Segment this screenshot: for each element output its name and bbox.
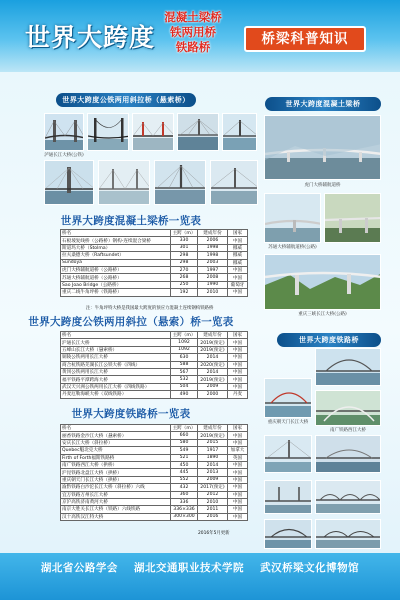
- table-header-cell: 国家: [228, 332, 248, 339]
- table-cell: 中国: [228, 432, 248, 439]
- table-cell: 汉十高铁汉江特大桥: [61, 513, 171, 520]
- table-row: [61, 274, 248, 281]
- table-cell: 450: [171, 461, 198, 468]
- table-cell: 京沪高铁济南黄河大桥: [61, 498, 171, 505]
- table-row: [61, 383, 248, 390]
- table-cell: 中国: [228, 491, 248, 498]
- bridge-photo: [315, 519, 381, 549]
- table-row: [61, 469, 248, 476]
- table-header-cell: 主跨（m）: [171, 230, 198, 237]
- table-cell: 2019(预定): [198, 346, 228, 353]
- subtitle-combined: 铁两用桥: [170, 25, 216, 39]
- table-cell: 2012: [198, 491, 228, 498]
- table-cell: 中国: [228, 266, 248, 273]
- table-title-railway: 世界大跨度铁路桥一览表: [71, 408, 191, 420]
- table-cell: 中国: [228, 237, 248, 244]
- table-row: [61, 244, 248, 251]
- header: [0, 0, 400, 72]
- table-cell: 中国: [228, 361, 248, 368]
- table-cell: 2014: [198, 368, 228, 375]
- table-cell: 虎门大桥辅航道桥（公路桥）: [61, 266, 171, 273]
- table-cell: 拉夫桑德大桥（Raftsundet）: [61, 252, 171, 259]
- table-cell: 丽香铁路金沙江大桥（悬索桥）: [61, 432, 171, 439]
- table-cell: 南京大胜关长江大桥（铁路）六线铁路: [61, 506, 171, 513]
- table-cell: 武汉天兴洲公铁两用长江大桥（四线铁路）: [61, 383, 171, 390]
- table-row: [61, 361, 248, 368]
- table-cell: 沪昆铁路北盘江大桥（拱桥）: [61, 469, 171, 476]
- table-cell: 斯道玛大桥（Stolma）: [61, 244, 171, 251]
- table-cell: 521: [171, 454, 198, 461]
- table-cell: 630: [171, 354, 198, 361]
- table-row: [61, 454, 248, 461]
- table-cell: 1890: [198, 454, 228, 461]
- table-railway: [60, 424, 248, 521]
- table-cell: 中国: [228, 469, 248, 476]
- table-row: [61, 476, 248, 483]
- table-cell: Sao Joao Bridge（公路桥）: [61, 281, 171, 288]
- table-cell: 中国: [228, 513, 248, 520]
- photo-caption: 苏通大桥辅航道桥(公路): [268, 245, 317, 250]
- table-cell: 2003: [198, 259, 228, 266]
- table-cell: 重庆朝天门长江大桥（拱桥）: [61, 476, 171, 483]
- table-title-concrete: 世界大跨度混凝土梁桥一览表: [60, 215, 202, 227]
- table-cell: 英国: [228, 454, 248, 461]
- table-cell: 532: [171, 376, 198, 383]
- table-cell: 336×336: [171, 506, 198, 513]
- table-cell: 铜陵公铁两用长江大桥: [61, 354, 171, 361]
- banner-cable-stayed: 世界大跨度公铁两用斜拉桥（悬索桥）: [56, 93, 196, 107]
- table-cell: 549: [171, 447, 198, 454]
- table-cell: 268: [171, 274, 198, 281]
- footer-org-3: 武汉桥梁文化博物馆: [260, 562, 360, 574]
- table-cell: 石板坡复线桥（公路桥）钢构-连续混合梁桥: [61, 237, 171, 244]
- banner-concrete: 世界大跨度混凝土梁桥: [265, 97, 381, 111]
- photo-caption: 泸通长江大桥(公铁): [44, 153, 84, 158]
- table-cell: 2011: [198, 506, 228, 513]
- table-cell: 2020(预定): [198, 361, 228, 368]
- table-cell: 2016: [198, 513, 228, 520]
- table-cell: 552: [171, 476, 198, 483]
- table-cell: 中国: [228, 274, 248, 281]
- bridge-photo: [264, 519, 312, 549]
- bridge-photo: [315, 480, 381, 514]
- bridge-photo: [264, 378, 312, 418]
- banner-railway: 世界大跨度铁路桥: [277, 333, 381, 347]
- footer-org-2: 湖北交通职业技术学院: [134, 562, 244, 574]
- table-cell: 苏通大桥辅航道桥（公路桥）: [61, 274, 171, 281]
- table-header-cell: 建成年份: [198, 425, 228, 432]
- table-cell: 2019(预定): [198, 376, 228, 383]
- table-row: [61, 376, 248, 383]
- table-cell: 301: [171, 244, 198, 251]
- table-row: [61, 513, 248, 520]
- table-cell: 中国: [228, 476, 248, 483]
- main-title: 世界大跨度: [25, 23, 156, 52]
- subtitle-concrete: 混凝土梁桥: [164, 10, 222, 24]
- table-cell: 中国: [228, 383, 248, 390]
- table-cell: 2009: [198, 383, 228, 390]
- table-header-cell: 桥名: [61, 425, 171, 432]
- table-cell: 中国: [228, 289, 248, 296]
- table-row: [61, 498, 248, 505]
- bridge-photo: [315, 390, 381, 426]
- table-cell: 加拿大: [228, 447, 248, 454]
- table-row: [61, 289, 248, 296]
- table-cell: 宜万铁路万州长江大桥: [61, 491, 171, 498]
- table-row: [61, 491, 248, 498]
- table-cell: Firth of Forth福斯铁路桥: [61, 454, 171, 461]
- table-cell: 中国: [228, 461, 248, 468]
- table-cell: 中国: [228, 439, 248, 446]
- table-cell: 丹麦: [228, 391, 248, 398]
- table-header-row: [61, 332, 248, 339]
- table-cell: 葡萄牙: [228, 281, 248, 288]
- table-cell: 300×300: [171, 513, 198, 520]
- table-row: [61, 339, 248, 346]
- bridge-photo: [315, 435, 381, 473]
- table-cell: 挪威: [228, 252, 248, 259]
- table-cell: 挪威: [228, 259, 248, 266]
- table-row: [61, 368, 248, 375]
- table-cell: Quebec魁北克大桥: [61, 447, 171, 454]
- bridge-photo: [324, 193, 381, 243]
- table-cable-stayed: [60, 331, 248, 399]
- table-title-cable-stayed: 世界大跨度公铁两用斜拉（悬索）桥一览表: [28, 316, 234, 328]
- table-cell: 1092: [171, 346, 198, 353]
- table-cell: 2019(预定): [198, 432, 228, 439]
- table-cell: 南广铁路西江大桥（拱桥）: [61, 461, 171, 468]
- table-cell: 298: [171, 259, 198, 266]
- table-cell: 沪通长江大桥: [61, 339, 171, 346]
- bridge-photo: [315, 348, 381, 386]
- table-cell: 360: [171, 491, 198, 498]
- photo-caption: 重庆朝天门长江大桥: [267, 420, 309, 425]
- table-cell: 336: [171, 498, 198, 505]
- table-cell: 2014: [198, 354, 228, 361]
- table-cell: 2014: [198, 461, 228, 468]
- table-cell: 1998: [198, 252, 228, 259]
- table-cell: 黄冈公铁两用长江大桥: [61, 368, 171, 375]
- table-cell: 445: [171, 469, 198, 476]
- bridge-photo: [264, 435, 312, 473]
- table-cell: 588: [171, 361, 198, 368]
- table-row: [61, 354, 248, 361]
- table-row: [61, 281, 248, 288]
- table-header-row: [61, 230, 248, 237]
- bridge-photo: [87, 113, 129, 151]
- table-cell: 2006: [198, 237, 228, 244]
- table-cell: 2017(预定): [198, 484, 228, 491]
- science-badge: 桥梁科普知识: [244, 26, 366, 52]
- table-cell: 2010: [198, 498, 228, 505]
- table-cell: 250: [171, 281, 198, 288]
- table-cell: 中国: [228, 339, 248, 346]
- table-cell: 1997: [198, 266, 228, 273]
- photo-caption: 南广铁路西江大桥: [330, 428, 366, 433]
- footer-org-1: 湖北省公路学会: [40, 562, 118, 574]
- table-row: [61, 259, 248, 266]
- table-row: [61, 391, 248, 398]
- table-cell: 2000: [198, 391, 228, 398]
- table-row: [61, 252, 248, 259]
- table-cell: 挪威: [228, 244, 248, 251]
- table-header-cell: 主跨（m）: [171, 425, 198, 432]
- table-cell: 五峰山长江大桥（悬索桥）: [61, 346, 171, 353]
- table-cell: 中国: [228, 506, 248, 513]
- table-cell: 432: [171, 484, 198, 491]
- table-cell: 2010: [198, 289, 228, 296]
- table-cell: 丹麦厄勒海峡大桥（双线铁路）: [61, 391, 171, 398]
- photo-caption: 虎门大桥辅航道桥: [304, 183, 341, 188]
- table-cell: 重庆二线牛角坪桥（铁路桥）: [61, 289, 171, 296]
- bridge-photo: [222, 113, 257, 151]
- table-row: [61, 432, 248, 439]
- bridge-photo: [264, 115, 381, 180]
- table-cell: 中国: [228, 354, 248, 361]
- table-cell: 580: [171, 439, 198, 446]
- table-header-cell: 国家: [228, 425, 248, 432]
- table-header-row: [61, 425, 248, 432]
- table-cell: 330: [171, 237, 198, 244]
- table-header-cell: 主跨（m）: [171, 332, 198, 339]
- table-row: [61, 506, 248, 513]
- table-cell: 中国: [228, 484, 248, 491]
- table-cell: 1917: [198, 447, 228, 454]
- table-cell: 1990: [198, 281, 228, 288]
- table-row: [61, 484, 248, 491]
- table-header-cell: 桥名: [61, 230, 171, 237]
- table-cell: 中国: [228, 498, 248, 505]
- table-header-cell: 建成年份: [198, 332, 228, 339]
- table-cell: 安庆长江大桥（斜拉桥）: [61, 439, 171, 446]
- table-cell: 中国: [228, 376, 248, 383]
- table-cell: 1092: [171, 339, 198, 346]
- photo-caption: 重庆三峡长江大桥(公路): [298, 312, 347, 317]
- table-header-cell: 建成年份: [198, 230, 228, 237]
- table-cell: 1998: [198, 244, 228, 251]
- bridge-photo: [264, 254, 381, 310]
- bridge-photo: [98, 160, 150, 205]
- bridge-photo: [210, 160, 258, 205]
- table-row: [61, 439, 248, 446]
- table-cell: 2009: [198, 476, 228, 483]
- table-concrete: [60, 229, 248, 297]
- table-row: [61, 447, 248, 454]
- subtitle-railway: 铁路桥: [175, 40, 211, 54]
- table-row: [61, 461, 248, 468]
- table-note-concrete: 注：牛角坪特大桥是我国最大跨度的预应力混凝土连续钢构铁路桥: [86, 306, 214, 311]
- table-cell: 192: [171, 289, 198, 296]
- footer: [0, 553, 400, 600]
- bridge-photo: [44, 113, 84, 151]
- update-note: 2016年5月更新: [198, 531, 230, 536]
- table-row: [61, 237, 248, 244]
- table-cell: 2013: [198, 469, 228, 476]
- table-cell: 270: [171, 266, 198, 273]
- table-header-cell: 桥名: [61, 332, 171, 339]
- bridge-photo: [264, 193, 321, 243]
- table-cell: 中国: [228, 368, 248, 375]
- table-cell: 2015: [198, 439, 228, 446]
- bridge-photo: [132, 113, 174, 151]
- bridge-photo: [177, 113, 219, 151]
- bridge-photo: [154, 160, 206, 205]
- table-row: [61, 346, 248, 353]
- table-cell: Sundoya: [61, 259, 171, 266]
- table-cell: 商合杭铁路芜湖长江公铁大桥（四线）: [61, 361, 171, 368]
- bridge-photo: [44, 160, 94, 205]
- table-cell: 298: [171, 252, 198, 259]
- table-cell: 490: [171, 391, 198, 398]
- table-header-cell: 国家: [228, 230, 248, 237]
- table-row: [61, 266, 248, 273]
- table-cell: 2019(预定): [198, 339, 228, 346]
- table-cell: 504: [171, 383, 198, 390]
- table-cell: 660: [171, 432, 198, 439]
- table-cell: 2008: [198, 274, 228, 281]
- subtitle-group: [153, 10, 233, 55]
- bridge-photo: [264, 480, 312, 514]
- table-cell: 中国: [228, 346, 248, 353]
- table-cell: 渝黔铁路白沙沱长江大桥（斜拉桥）六线: [61, 484, 171, 491]
- table-cell: 567: [171, 368, 198, 375]
- table-cell: 福平铁路平潭跨海大桥: [61, 376, 171, 383]
